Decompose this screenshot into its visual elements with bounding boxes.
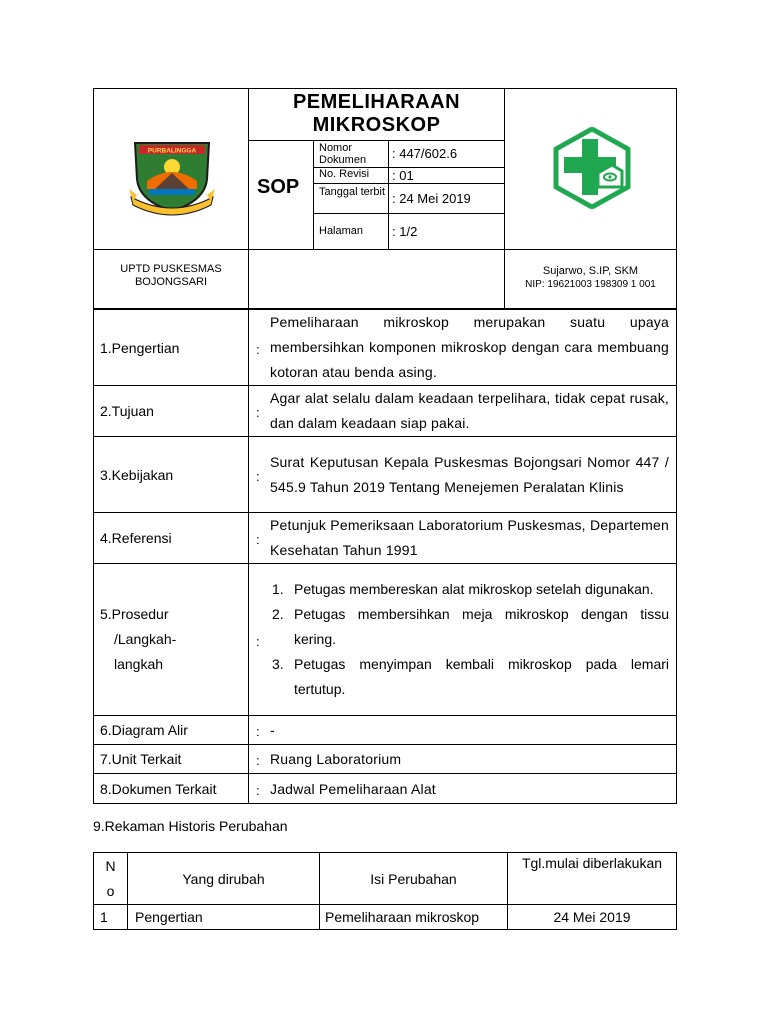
nomor-dokumen-value: : 447/602.6 [392,146,458,161]
row-diagram [94,716,677,745]
diagram-wrap [249,717,676,743]
history-header-no-line-2: o [106,882,115,899]
history-cell-no: 1 [94,905,128,930]
history-table [93,852,677,930]
referensi-text: Petunjuk Pemeriksaan Laboratorium Puskesmas, Departemen Kesehatan Tahun 1991 [270,517,669,558]
prosedur-wrap [249,577,676,702]
history-cell-content: Pemeliharaan mikroskop [320,905,508,930]
kebijakan-label: 3.Kebijakan [94,437,249,513]
tanggal-terbit-label: Tanggal terbit [314,184,389,213]
history-header-no-line-1: N [105,857,116,874]
title-line-2: MIKROSKOP [312,114,441,136]
diagram-label: 6.Diagram Alir [94,716,249,745]
meta-row-nomor [314,141,504,168]
colon: : [256,405,260,420]
sop-label: SOP [257,176,300,198]
history-cell-date: 24 Mei 2019 [508,905,677,930]
colon: : [256,532,260,547]
step-text: Petugas menyimpan kembali mikroskop pada lemari tertutup. [294,656,669,697]
sop-header [93,88,677,250]
row-dokumen [94,774,677,804]
history-header-content: Isi Perubahan [320,853,508,905]
row-unit [94,745,677,774]
list-item [270,577,669,602]
row-pengertian [94,310,677,386]
pengertian-label: 1.Pengertian [94,310,249,386]
unit-text: Ruang Laboratorium [270,751,402,767]
step-number: 1. [272,581,284,597]
referensi-label: 4.Referensi [94,513,249,564]
prosedur-label-line-3: langkah [114,656,164,672]
history-header-date: Tgl.mulai diberlakukan [508,853,677,905]
kebijakan-wrap [249,450,676,500]
row-referensi [94,513,677,564]
meta-row-tanggal [314,184,504,214]
tanggal-terbit-value: : 24 Mei 2019 [392,191,471,206]
colon: : [256,633,260,649]
halaman-label: Halaman [314,214,389,249]
kebijakan-cell [249,437,677,513]
history-header-no [94,853,128,905]
tujuan-wrap [249,386,676,436]
organization-row [93,249,677,309]
row-kebijakan [94,437,677,513]
unit-cell [249,745,677,774]
prosedur-label-line-1: 5.Prosedur [100,606,169,622]
referensi-wrap [249,513,676,563]
dokumen-label: 8.Dokumen Terkait [94,774,249,804]
history-cell-changed: Pengertian [128,905,320,930]
step-number: 2. [272,606,284,622]
prosedur-steps [270,577,669,702]
right-logo-cell [504,89,676,249]
pengertian-cell [249,310,677,386]
colon: : [256,753,260,768]
dokumen-text: Jadwal Pemeliharaan Alat [270,780,436,797]
unit-wrap [249,746,676,772]
dokumen-cell [249,774,677,804]
diagram-text: - [270,722,275,738]
colon: : [256,341,260,357]
kebijakan-text: Surat Keputusan Kepala Puskesmas Bojongsari Nomor 447 / 545.9 Tahun 2019 Tentang Menejemen Peralatan Klinis [270,453,669,495]
history-section-title: 9.Rekaman Historis Perubahan [93,818,288,834]
organization-line-2: BOJONGSARI [134,276,208,288]
document-title [249,89,504,141]
sop-content-table [93,309,677,804]
step-number: 3. [272,656,284,672]
row-tujuan [94,386,677,437]
signer-block [504,249,676,308]
left-logo-cell [94,89,249,249]
prosedur-label-line-2: /Langkah- [114,631,177,647]
unit-label: 7.Unit Terkait [94,745,249,774]
list-item [270,602,669,652]
referensi-cell [249,513,677,564]
colon: : [256,468,260,484]
signer-name: Sujarwo, S.IP, SKM [542,265,639,277]
prosedur-cell [249,564,677,716]
no-revisi-value: : 01 [392,168,414,183]
diagram-cell [249,716,677,745]
dokumen-wrap [249,776,676,802]
step-text: Petugas membersihkan meja mikroskop dengan tissu kering. [294,606,669,647]
history-header-row [94,853,677,905]
history-header-changed: Yang dirubah [128,853,320,905]
organization-line-1: UPTD PUSKESMAS [120,263,222,275]
sop-label-cell [249,141,314,249]
table-row [94,905,677,930]
meta-row-revisi [314,168,504,184]
puskesmas-green-cross-logo-icon [552,127,632,209]
tujuan-text: Agar alat selalu dalam keadaan terpelihara, tidak cepat rusak, dan dalam keadaan siap pakai. [270,390,669,431]
tujuan-cell [249,386,677,437]
tujuan-label: 2.Tujuan [94,386,249,437]
pengertian-text: Pemeliharaan mikroskop merupakan suatu upaya membersihkan komponen mikroskop dengan cara membuang kotoran atau benda asing. [270,314,669,380]
step-text: Petugas membereskan alat mikroskop setelah digunakan. [294,581,654,597]
colon: : [256,782,260,798]
no-revisi-label: No. Revisi [314,168,389,183]
purbalingga-regency-emblem-icon [127,139,217,219]
pengertian-wrap [249,310,676,385]
title-line-1: PEMELIHARAAN [292,91,461,113]
signer-nip: NIP: 19621003 198309 1 001 [525,279,656,290]
organization-name [94,249,249,308]
nomor-dokumen-label: Nomor Dokumen [314,141,389,167]
halaman-value: : 1/2 [392,224,418,239]
emblem-text: PURBALINGGA [147,147,197,155]
meta-row-halaman [314,214,504,249]
row-prosedur [94,564,677,716]
prosedur-label [94,564,249,716]
colon: : [256,724,260,739]
list-item [270,652,669,702]
